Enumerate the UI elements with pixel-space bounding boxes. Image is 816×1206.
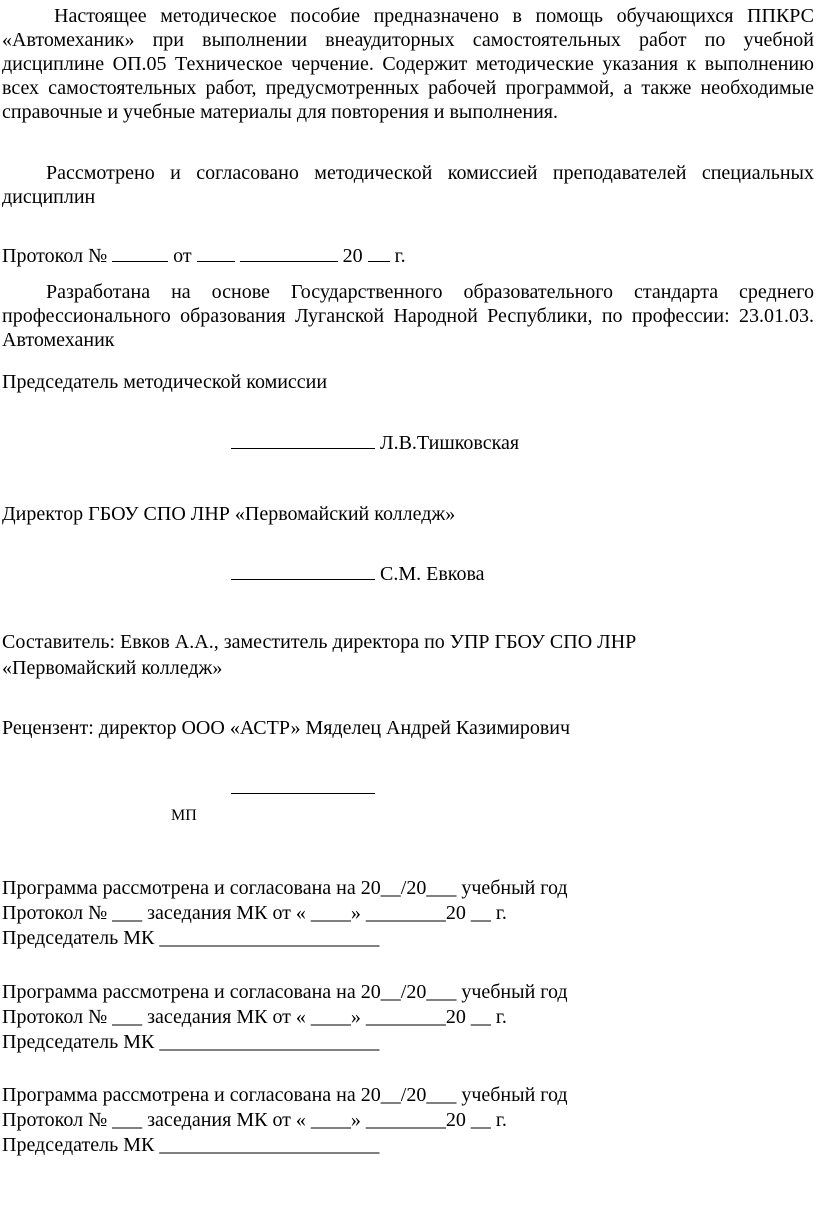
chair-signature-blank [231, 431, 375, 449]
intro-paragraph [2, 4, 814, 124]
reviewer-line: Рецензент: директор ООО «АСТР» Мяделец Андрей Казимирович [2, 717, 571, 739]
author-line-2: «Первомайский колледж» [2, 657, 223, 679]
protocol-number-blank [112, 244, 168, 262]
chair-title: Председатель методической комиссии [2, 371, 328, 393]
director-signature-line [231, 562, 485, 586]
reviewer-signature-blank [231, 776, 375, 794]
basis-text: Разработана на основе Государственного образовательного стандарта среднего профессионального образования Луганской Народной Республики, по профессии: 23.01.03. Автомеханик [2, 281, 814, 351]
approval-2-line-2: Протокол № ___ заседания МК от « ____» ________20 __ г. [2, 1006, 507, 1028]
approval-3-line-1: Программа рассмотрена и согласована на 20__/20___ учебный год [2, 1084, 568, 1106]
protocol-label: Протокол № [2, 245, 108, 267]
protocol-line [2, 244, 406, 268]
author-line-1: Составитель: Евков А.А., заместитель директора по УПР ГБОУ СПО ЛНР [2, 631, 637, 653]
approval-1-line-1: Программа рассмотрена и согласована на 20__/20___ учебный год [2, 877, 568, 899]
director-signature-blank [231, 562, 375, 580]
intro-text: Настоящее методическое пособие предназначено в помощь обучающихся ППКРС «Автомеханик» при выполнении внеаудиторных самостоятельных работ по учебной дисциплине ОП.05 Техническое черчение. Содержит методические указания к выполнению всех самостоятельных работ, предусмотренных рабочей программой, а также необходимые справочные и учебные материалы для повторения и выполнения. [2, 5, 814, 123]
approval-2-line-3: Председатель МК ______________________ [2, 1031, 380, 1053]
protocol-day-blank [197, 244, 235, 262]
director-name: С.М. Евкова [380, 563, 485, 585]
approval-1-line-3: Председатель МК ______________________ [2, 927, 380, 949]
approval-1-line-2: Протокол № ___ заседания МК от « ____» ________20 __ г. [2, 902, 507, 924]
chair-name: Л.В.Тишковская [380, 432, 520, 454]
reviewer-signature-line [231, 776, 375, 800]
basis-paragraph [2, 280, 814, 352]
director-title: Директор ГБОУ СПО ЛНР «Первомайский колледж» [2, 503, 456, 525]
protocol-year-suffix: г. [394, 245, 406, 267]
review-paragraph [2, 161, 814, 209]
approval-3-line-3: Председатель МК ______________________ [2, 1134, 380, 1156]
chair-signature-line [231, 431, 519, 455]
protocol-year-blank [368, 244, 390, 262]
protocol-year-prefix: 20 [342, 245, 363, 267]
review-text: Рассмотрено и согласовано методической комиссией преподавателей специальных дисциплин [2, 162, 814, 208]
protocol-from: от [173, 245, 192, 267]
approval-3-line-2: Протокол № ___ заседания МК от « ____» ________20 __ г. [2, 1109, 507, 1131]
protocol-month-blank [240, 244, 338, 262]
stamp-placeholder: МП [171, 807, 197, 824]
approval-2-line-1: Программа рассмотрена и согласована на 20__/20___ учебный год [2, 981, 568, 1003]
